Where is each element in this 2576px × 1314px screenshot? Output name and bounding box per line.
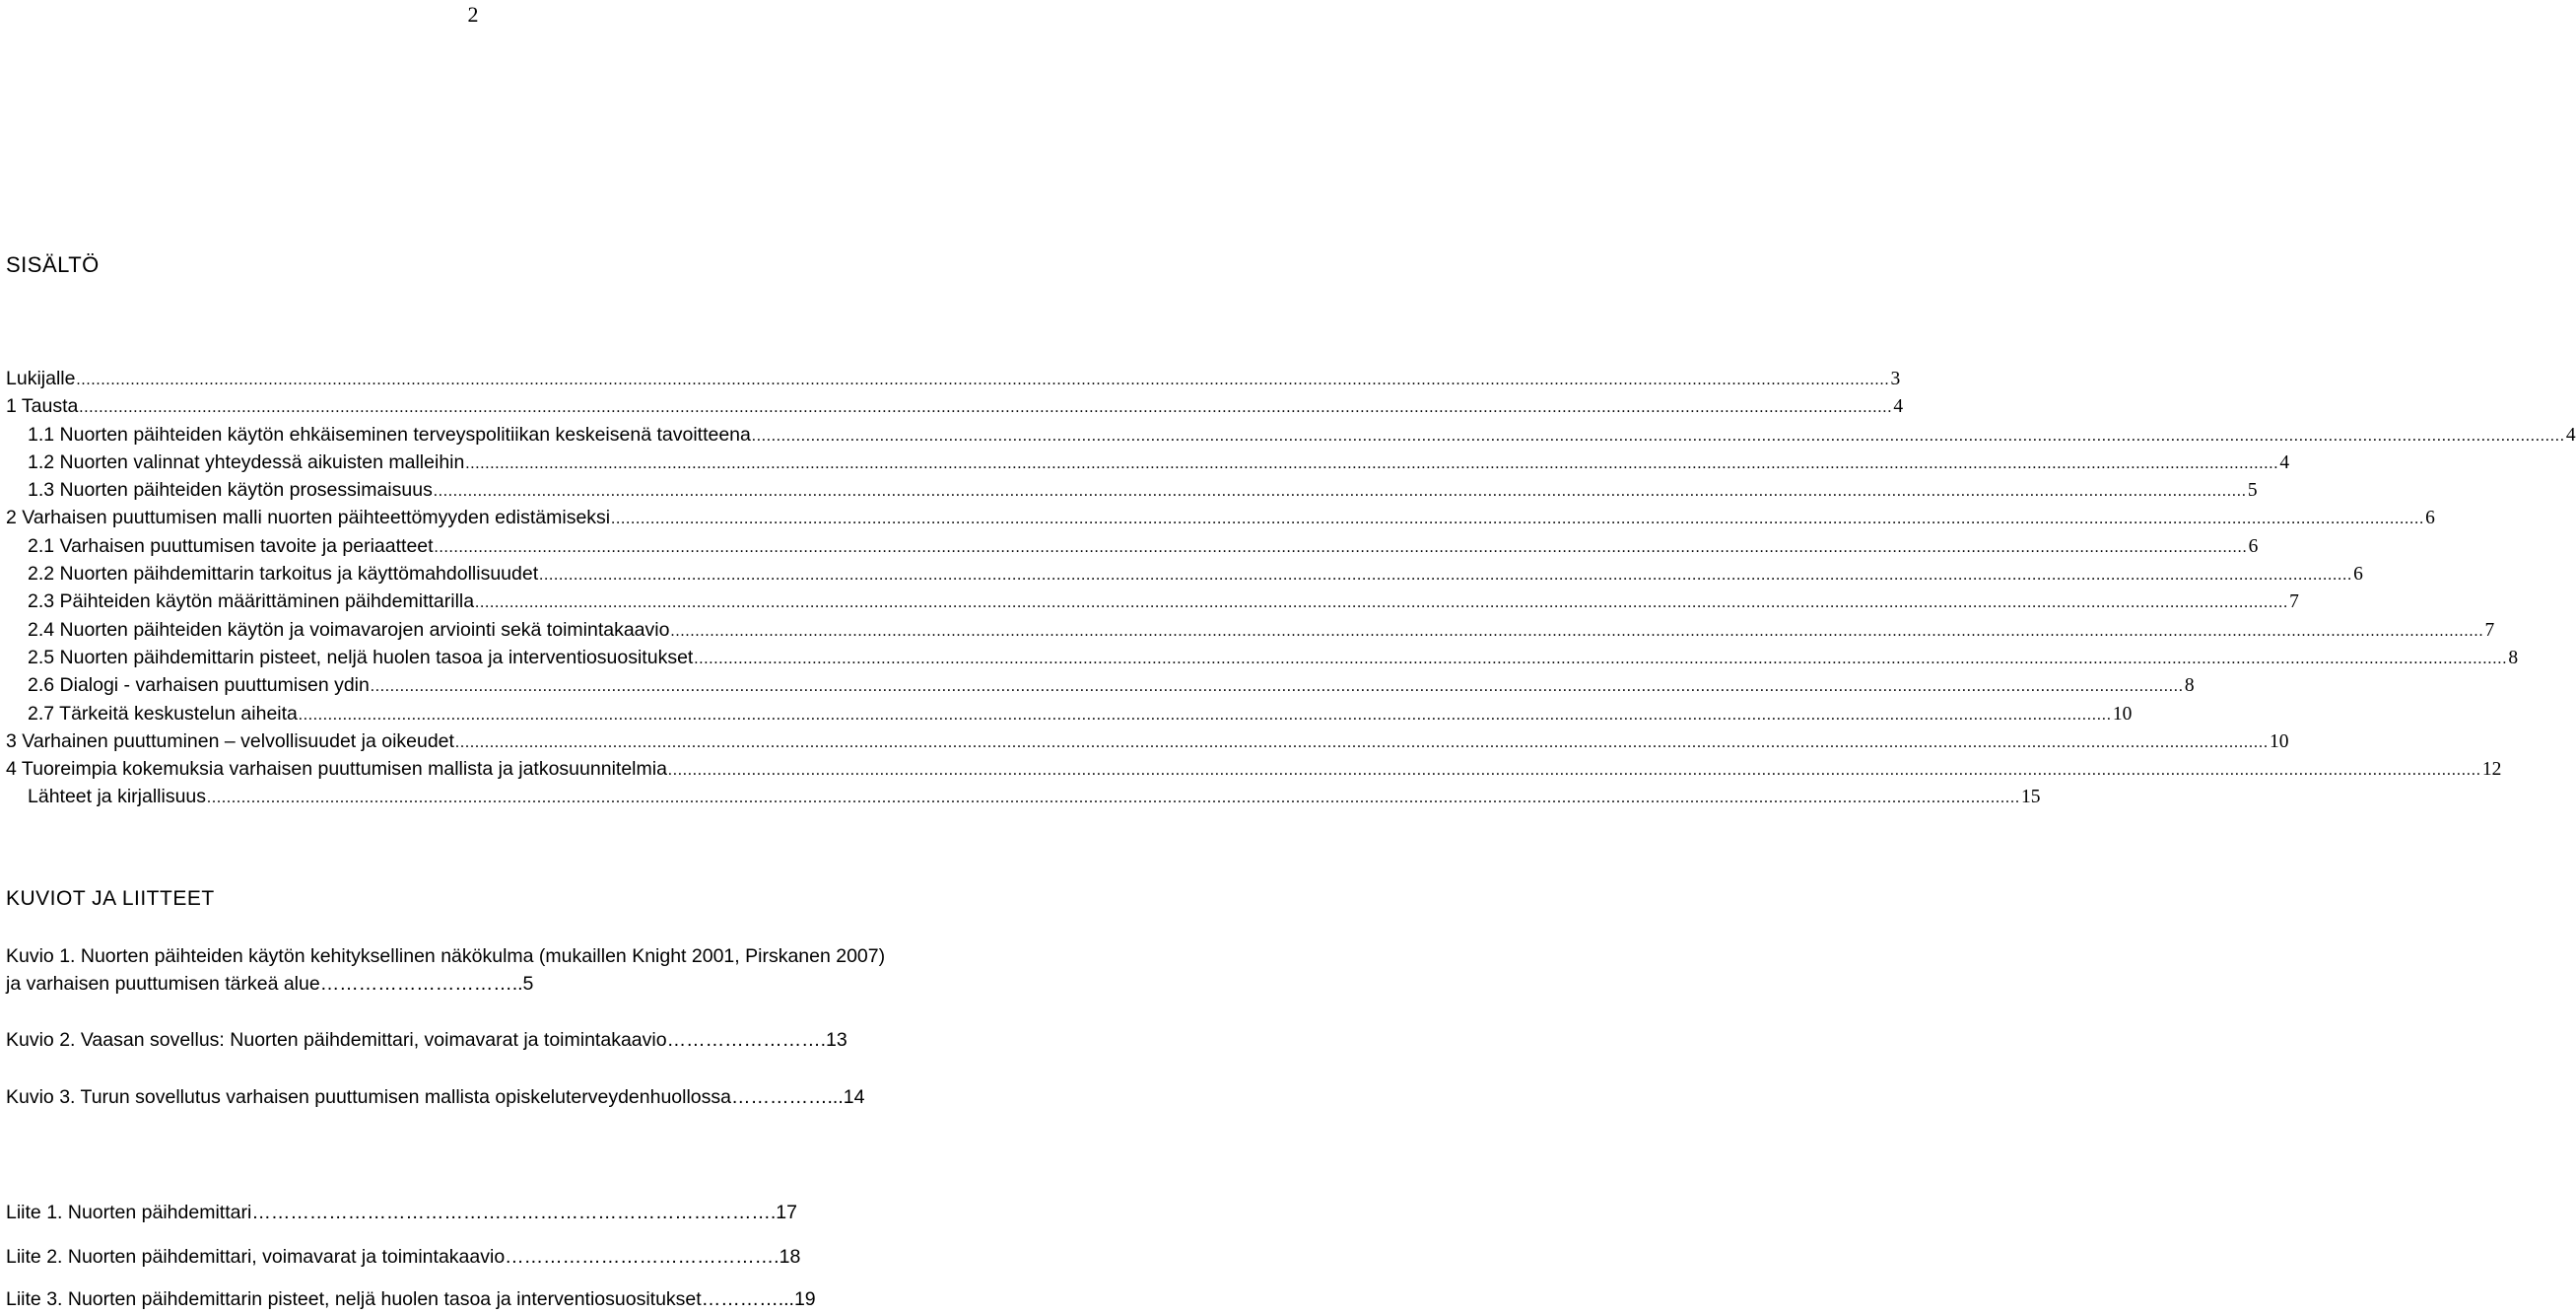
appendix-1-line	[6, 1199, 942, 1226]
toc-entry-page: 5	[2247, 480, 2258, 502]
appendix-1-label: Liite 1. Nuorten päihdemittari	[6, 1202, 252, 1223]
appendix-3-page: 19	[793, 1288, 816, 1310]
toc-entry-page: 6	[2248, 535, 2259, 557]
toc-entry[interactable]	[6, 758, 2502, 786]
toc-entry-title: Lähteet ja kirjallisuus	[28, 786, 207, 808]
appendix-entry-1	[6, 1199, 942, 1226]
table-of-contents	[6, 368, 2576, 814]
toc-entry-page: 6	[2353, 564, 2363, 586]
toc-entry[interactable]	[6, 729, 2289, 758]
toc-entry[interactable]	[6, 563, 2363, 590]
figure-2-line	[6, 1026, 942, 1054]
figure-3-line	[6, 1083, 942, 1111]
toc-leader-dots	[694, 651, 2507, 668]
figure-3-caption: Kuvio 3. Turun sovellutus varhaisen puuttumisen mallista opiskeluterveydenhuollossa	[6, 1086, 731, 1108]
toc-leader-dots	[668, 762, 2481, 780]
toc-entry-title: 1 Tausta	[6, 395, 79, 418]
toc-entry-title: 2.7 Tärkeitä keskustelun aiheita	[28, 702, 298, 725]
toc-entry[interactable]	[6, 450, 2290, 479]
toc-leader-dots	[371, 678, 2184, 696]
toc-leader-dots	[434, 483, 2247, 501]
toc-entry[interactable]	[6, 702, 2133, 730]
toc-entry-page: 4	[1893, 396, 1904, 418]
toc-leader-dots	[299, 707, 2112, 725]
toc-entry[interactable]	[6, 674, 2195, 702]
toc-entry-page: 4	[2279, 451, 2290, 473]
toc-entry-title: 4 Tuoreimpia kokemuksia varhaisen puuttumisen mallista ja jatkosuunnitelmia	[6, 758, 667, 781]
toc-leader-dots	[79, 399, 1892, 417]
toc-entry-title: Lukijalle	[6, 368, 76, 389]
figure-2-caption: Kuvio 2. Vaasan sovellus: Nuorten päihdemittari, voimavarat ja toimintakaavio	[6, 1029, 667, 1051]
appendix-2-leader-dots: …………………………………….	[505, 1246, 780, 1268]
toc-entry-title: 1.3 Nuorten päihteiden käytön prosessimaisuus	[28, 479, 433, 502]
toc-entry[interactable]	[6, 507, 2435, 534]
toc-entry-title: 3 Varhainen puuttuminen – velvollisuudet ja oikeudet	[6, 729, 454, 752]
appendix-entry-3	[6, 1285, 942, 1313]
toc-entry[interactable]	[6, 618, 2495, 647]
figures-heading: KUVIOT JA LIITTEET	[6, 887, 215, 910]
toc-entry-page: 12	[2481, 759, 2502, 781]
figure-3-page: 14	[843, 1086, 865, 1108]
toc-leader-dots	[611, 511, 2424, 528]
appendix-3-leader-dots: …………...	[701, 1288, 794, 1310]
toc-leader-dots	[435, 539, 2248, 557]
appendix-3-line	[6, 1285, 942, 1313]
toc-entry-page: 8	[2184, 675, 2195, 697]
toc-leader-dots	[752, 428, 2565, 446]
toc-leader-dots	[76, 372, 1889, 389]
figure-2-leader-dots: …………………….	[666, 1029, 826, 1051]
toc-entry-title: 2.5 Nuorten päihdemittarin pisteet, neljä huolen tasoa ja interventiosuositukset	[28, 646, 694, 668]
toc-entry-title: 2 Varhaisen puuttumisen malli nuorten päihteettömyyden edistämiseksi	[6, 507, 611, 529]
toc-entry[interactable]	[6, 395, 1904, 423]
toc-entry[interactable]	[6, 590, 2299, 618]
appendix-3-label: Liite 3. Nuorten päihdemittarin pisteet, neljä huolen tasoa ja interventiosuositukset	[6, 1288, 702, 1310]
toc-leader-dots	[465, 455, 2278, 473]
appendix-2-line	[6, 1243, 942, 1271]
toc-entry-title: 1.1 Nuorten päihteiden käytön ehkäiseminen terveyspolitiikan keskeisenä tavoitteena	[28, 423, 751, 446]
toc-entry-page: 10	[2269, 730, 2289, 752]
toc-entry-page: 7	[2484, 619, 2495, 641]
toc-entry-title: 2.1 Varhaisen puuttumisen tavoite ja periaatteet	[28, 534, 434, 557]
toc-entry-page: 10	[2112, 703, 2133, 725]
figure-1-line2	[6, 970, 942, 998]
toc-entry[interactable]	[6, 534, 2259, 563]
toc-entry-page: 8	[2508, 647, 2519, 668]
toc-entry-title: 1.2 Nuorten valinnat yhteydessä aikuisten malleihin	[28, 450, 465, 473]
toc-entry[interactable]	[6, 479, 2258, 507]
toc-leader-dots	[670, 623, 2483, 641]
figure-entry-2	[6, 1026, 942, 1054]
appendix-1-leader-dots: ……………………………………………………………………….	[251, 1202, 777, 1223]
toc-entry[interactable]	[6, 646, 2519, 674]
toc-entry-title: 2.3 Päihteiden käytön määrittäminen päihdemittarilla	[28, 590, 475, 613]
toc-entry-page: 7	[2289, 591, 2299, 613]
toc-entry-page: 4	[2565, 424, 2576, 446]
figure-1-line1	[6, 942, 942, 970]
figure-entry-3	[6, 1083, 942, 1111]
appendix-2-label: Liite 2. Nuorten päihdemittari, voimavarat ja toimintakaavio	[6, 1246, 506, 1268]
figure-3-leader-dots: ……………...	[731, 1086, 844, 1108]
appendix-1-page: 17	[776, 1202, 797, 1223]
toc-entry-title: 2.4 Nuorten päihteiden käytön ja voimavarojen arviointi sekä toimintakaavio	[28, 618, 670, 641]
toc-entry[interactable]	[6, 423, 2576, 451]
toc-leader-dots	[455, 734, 2269, 752]
toc-entry-page: 15	[2021, 787, 2041, 808]
figure-2-page: 13	[825, 1029, 847, 1051]
page-number: 2	[467, 2, 479, 27]
toc-leader-dots	[539, 567, 2352, 585]
toc-leader-dots	[207, 790, 2020, 807]
figure-1-page: 5	[522, 973, 534, 995]
toc-entry-page: 6	[2425, 508, 2435, 529]
toc-entry[interactable]	[6, 786, 2041, 813]
appendix-entry-2	[6, 1243, 942, 1271]
contents-heading: SISÄLTÖ	[6, 252, 100, 277]
toc-leader-dots	[475, 594, 2288, 612]
figure-1-caption-cont: ja varhaisen puuttumisen tärkeä alue	[6, 973, 320, 995]
toc-entry-page: 3	[1890, 369, 1901, 389]
toc-entry-title: 2.2 Nuorten päihdemittarin tarkoitus ja käyttömahdollisuudet	[28, 563, 539, 586]
figure-entry-1	[6, 942, 942, 998]
toc-entry-title: 2.6 Dialogi - varhaisen puuttumisen ydin	[28, 674, 370, 697]
figure-1-leader-dots: …………………………..	[319, 973, 523, 995]
figure-1-caption: Kuvio 1. Nuorten päihteiden käytön kehityksellinen näkökulma (mukaillen Knight 2001, Pirskanen 2007)	[6, 945, 886, 967]
toc-entry[interactable]	[6, 368, 1901, 395]
appendix-2-page: 18	[779, 1246, 801, 1268]
